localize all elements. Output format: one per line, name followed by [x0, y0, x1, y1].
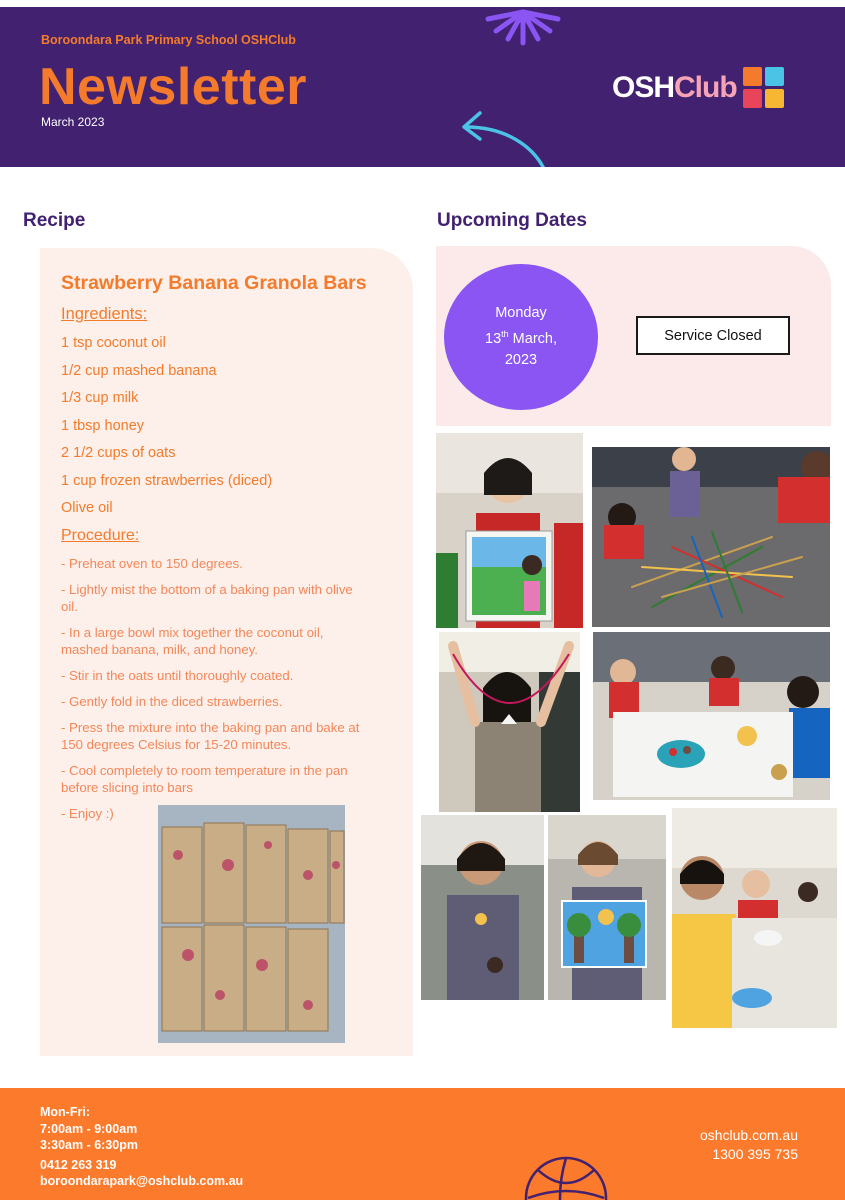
opening-days: Mon-Fri:: [40, 1105, 90, 1119]
hotline-number: 1300 395 735: [712, 1146, 798, 1162]
procedure-step: - In a large bowl mix together the coconut oil, mashed banana, milk, and honey.: [61, 625, 324, 657]
ingredients-list: [61, 334, 272, 527]
ingredient-item: 1 tbsp honey: [61, 417, 145, 434]
upcoming-dates-heading: Upcoming Dates: [437, 210, 587, 231]
afternoon-hours: 3:30am - 6:30pm: [40, 1138, 138, 1152]
child-with-necklace-photo: [421, 815, 544, 1000]
child-painting-photo: [436, 433, 583, 628]
email-address: boroondarapark@oshclub.com.au: [40, 1174, 244, 1188]
recipe-card: [40, 248, 413, 1056]
oshclub-logo: [612, 67, 784, 108]
oshclub-contact: [700, 1126, 798, 1164]
logo-text: OSHClub: [612, 70, 737, 104]
basketball-icon: [524, 1156, 608, 1200]
ingredient-item: 2 1/2 cups of oats: [61, 445, 176, 461]
procedure-step: - Gently fold in the diced strawberries.: [61, 694, 283, 709]
ingredients-heading: Ingredients:: [61, 305, 148, 323]
ingredient-item: 1/2 cup mashed banana: [61, 362, 217, 379]
procedure-heading: Procedure:: [61, 527, 140, 544]
children-slime-activity-photo: [672, 808, 837, 1028]
procedure-step: - Lightly mist the bottom of a baking pan with olive oil.: [61, 582, 353, 614]
event-date-circle: [444, 264, 598, 410]
event-day: Monday: [495, 305, 547, 322]
procedure-step: - Press the mixture into the baking pan and bake at 150 degrees Celsius for 15-20 minutes.: [61, 720, 360, 752]
service-closed-label: Service Closed: [636, 316, 790, 355]
event-year: 2023: [504, 351, 538, 368]
pick-up-sticks-photo: [592, 447, 830, 627]
child-tree-artwork-photo: [548, 815, 666, 1000]
ingredient-item: Olive oil: [61, 500, 113, 516]
upcoming-dates-card: [436, 246, 831, 426]
school-name: Boroondara Park Primary School OSHClub: [41, 33, 296, 47]
newsletter-footer: [0, 1088, 845, 1200]
procedure-steps: [61, 555, 371, 831]
newsletter-date: March 2023: [41, 115, 105, 129]
recipe-title: Strawberry Banana Granola Bars: [61, 272, 367, 294]
website-url: oshclub.com.au: [699, 1127, 798, 1143]
contact-info: [40, 1104, 243, 1190]
ingredient-item: 1 cup frozen strawberries (diced): [61, 472, 273, 489]
recipe-heading: Recipe: [23, 210, 86, 231]
morning-hours: 7:00am - 9:00am: [40, 1121, 138, 1136]
ingredient-item: 1/3 cup milk: [61, 390, 139, 406]
phone-number: 0412 263 319: [40, 1157, 117, 1172]
procedure-step: - Stir in the oats until thoroughly coated.: [61, 668, 294, 683]
curved-arrow-graphic: [454, 105, 554, 167]
procedure-step: - Preheat oven to 150 degrees.: [61, 556, 243, 571]
newsletter-header: [0, 0, 845, 167]
child-with-bunting-photo: [439, 632, 580, 812]
sunburst-graphic: [478, 0, 568, 52]
newsletter-title: Newsletter: [39, 58, 307, 116]
procedure-step: - Cool completely to room temperature in the pan before slicing into bars: [61, 763, 348, 795]
procedure-step: - Enjoy :): [61, 806, 114, 821]
children-painting-table-photo: [593, 632, 830, 800]
event-date: 13th March,: [485, 329, 557, 347]
logo-blocks-icon: [743, 67, 784, 108]
granola-bars-photo: [158, 805, 345, 1043]
ingredient-item: 1 tsp coconut oil: [61, 335, 166, 351]
